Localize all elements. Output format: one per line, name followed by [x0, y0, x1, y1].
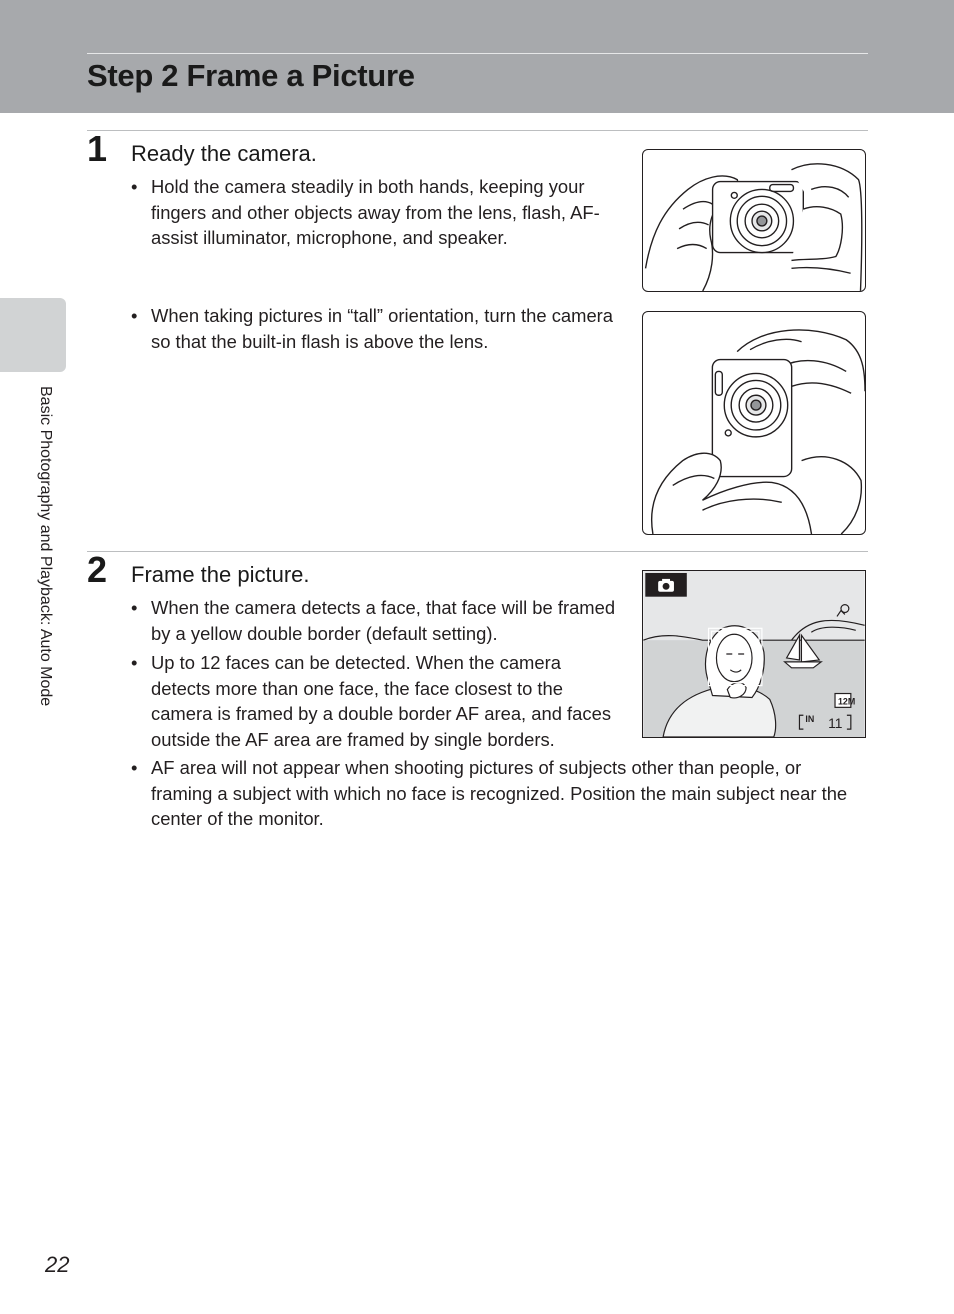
step-2-title: Frame the picture. — [131, 562, 310, 587]
header-rule — [87, 53, 868, 54]
section-tab-label: Basic Photography and Playback: Auto Mode — [37, 386, 54, 707]
memory-indicator: IN — [805, 714, 815, 725]
image-size-indicator: 12M — [837, 696, 856, 707]
step-2-bullet-3: • AF area will not appear when shooting pictures of subjects other than people, or framing a subject with which no face is recognized. Position the main subject near the center of the monitor. — [131, 757, 848, 829]
monitor-illustration — [642, 570, 866, 738]
step-2-bullet-2: • Up to 12 faces can be detected. When the camera detects more than one face, the face closest to the camera is framed by a double border AF area, and faces outside the AF area are framed by single borders. — [131, 652, 612, 750]
step-2-number: 2 — [87, 549, 108, 590]
camera-horizontal-illustration — [642, 149, 866, 292]
remaining-exposures: 11 — [828, 715, 843, 732]
page-header — [0, 0, 954, 113]
step-1-rule — [87, 130, 868, 131]
step-1-bullet-1: • Hold the camera steadily in both hands, keeping your fingers and other objects away from the lens, flash, AF-assist illuminator, microphone, and speaker. — [131, 176, 600, 248]
step-1-title: Ready the camera. — [131, 141, 317, 166]
step-1-number: 1 — [87, 128, 108, 169]
step-2-bullet-1: • When the camera detects a face, that face will be framed by a yellow double border (default setting). — [131, 597, 616, 644]
section-tab — [0, 298, 66, 372]
step-1-bullet-2: • When taking pictures in “tall” orientation, turn the camera so that the built-in flash is above the lens. — [131, 305, 614, 352]
camera-vertical-illustration — [642, 311, 866, 535]
page-title: Step 2 Frame a Picture — [87, 58, 415, 93]
step-2-rule — [87, 551, 868, 552]
page-number: 22 — [45, 1252, 70, 1277]
